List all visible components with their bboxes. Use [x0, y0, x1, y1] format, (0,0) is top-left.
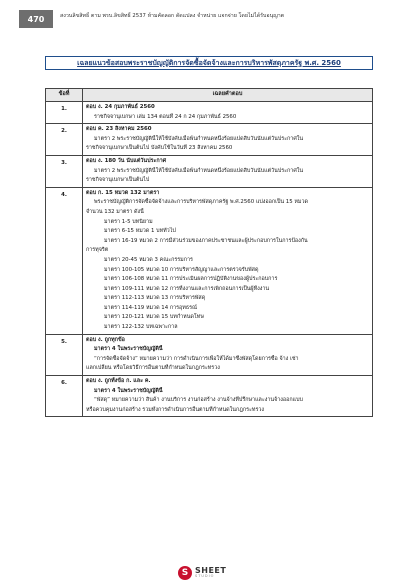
table-row: [46, 376, 373, 417]
answer-cell: [83, 155, 373, 187]
section-line: มาตรา 120-121 หมวด 15 บทกำหนดโทษ: [104, 314, 204, 321]
section-line: มาตรา 20-45 หมวด 3 คณะกรรมการ: [104, 256, 193, 263]
table-header-row: [46, 89, 373, 102]
header-question-number: ข้อที่: [46, 89, 83, 102]
section-line: มาตรา 1-5 บทนิยาม: [104, 218, 153, 225]
answer-line: “การจัดซื้อจัดจ้าง” หมายความว่า การดำเนินการเพื่อให้ได้มาซึ่งพัสดุโดยการซื้อ จ้าง เช่า: [94, 355, 299, 362]
section-line: มาตรา 6-15 หมวด 1 บททั่วไป: [104, 228, 176, 235]
answer-heading: ตอบ ง. ถูกทั้งข้อ ก. และ ค.: [86, 378, 151, 385]
table-row: [46, 102, 373, 124]
answer-heading: ตอบ ง. 24 กุมภาพันธ์ 2560: [86, 104, 155, 110]
answer-cell: [83, 124, 373, 156]
question-number: 3.: [46, 155, 83, 187]
answer-line: ราชกิจจานุเบกษาเป็นต้นไป: [86, 177, 150, 184]
table-row: [46, 334, 373, 375]
section-line: มาตรา 114-119 หมวด 14 การอุทธรณ์: [104, 304, 198, 311]
table-row: [46, 124, 373, 156]
footer-logo: [178, 565, 226, 581]
answer-heading: ตอบ ง. ถูกทุกข้อ: [86, 336, 125, 343]
question-number: 4.: [46, 187, 83, 334]
answer-line: ราชกิจจานุเบกษาเป็นต้นไป บังคับใช้ในวันที่ 23 สิงหาคม 2560: [86, 145, 233, 152]
table-row: [46, 187, 373, 334]
question-number: 6.: [46, 376, 83, 417]
document-title: เฉลยแนวข้อสอบพระราชบัญญัติการจัดซื้อจัดจ้างและการบริหารพัสดุภาครัฐ พ.ศ. 2560: [77, 58, 341, 67]
answer-line: มาตรา 4 ในพระราชบัญญัตินี้: [94, 387, 163, 394]
answer-cell: [83, 334, 373, 375]
section-line: มาตรา 109-111 หมวด 12 การทิ้งงานและการเพิกถอนการเป็นผู้ทิ้งงาน: [104, 285, 270, 292]
answer-line: จำนวน 132 มาตรา ดังนี้: [86, 208, 144, 215]
answer-line: การทุจริต: [86, 247, 109, 254]
title-box: [45, 56, 373, 70]
section-line: มาตรา 122-132 บทเฉพาะกาล: [104, 324, 178, 331]
question-number: 1.: [46, 102, 83, 124]
answer-line: “พัสดุ” หมายความว่า สินค้า งานบริการ งานก่อสร้าง งานจ้างที่ปรึกษาและงานจ้างออกแบบ: [94, 397, 303, 404]
header-answer: เฉลยคำตอบ: [83, 89, 373, 102]
answer-cell: [83, 376, 373, 417]
answer-cell: [83, 102, 373, 124]
answer-cell: [83, 187, 373, 334]
answer-heading: ตอบ ง. 180 วัน นับแต่วันประกาศ: [86, 157, 167, 164]
section-line: มาตรา 16-19 หมวด 2 การมีส่วนร่วมของภาคประชาชนและผู้ประกอบการในการป้องกัน: [104, 237, 308, 244]
section-line: มาตรา 100-105 หมวด 10 การบริหารสัญญาและการตรวจรับพัสดุ: [104, 266, 259, 273]
section-line: มาตรา 106-108 หมวด 11 การประเมินผลการปฏิบัติงานของผู้ประกอบการ: [104, 276, 278, 283]
logo-subtitle: STUDIO: [195, 574, 215, 579]
answer-line: ราชกิจจานุเบกษา เล่ม 134 ตอนที่ 24 ก 24 กุมภาพันธ์ 2560: [94, 113, 237, 120]
logo-wordmark: [195, 567, 226, 579]
answer-line: มาตรา 2 พระราชบัญญัตินี้ให้ใช้บังคับเมื่อพ้นกำหนดหนึ่งร้อยแปดสิบวันนับแต่วันประกาศใน: [94, 135, 304, 142]
logo-name: SHEET: [195, 566, 227, 576]
answer-line: หรือควบคุมงานก่อสร้าง รวมทั้งการดำเนินการอื่นตามที่กำหนดในกฎกระทรวง: [86, 406, 265, 413]
question-number: 2.: [46, 124, 83, 156]
answer-line: มาตรา 2 พระราชบัญญัตินี้ให้ใช้บังคับเมื่อพ้นกำหนดหนึ่งร้อยแปดสิบวันนับแต่วันประกาศใน: [94, 167, 304, 174]
answer-line: พระราชบัญญัติการจัดซื้อจัดจ้างและการบริหารพัสดุภาครัฐ พ.ศ.2560 แบ่งออกเป็น 15 หมวด: [94, 199, 308, 206]
table-row: [46, 155, 373, 187]
answer-line: มาตรา 4 ในพระราชบัญญัตินี้: [94, 346, 163, 353]
question-number: 5.: [46, 334, 83, 375]
answer-heading: ตอบ ค. 23 สิงหาคม 2560: [86, 126, 152, 133]
sheet-logo-icon: S: [178, 566, 192, 580]
answer-table: [45, 88, 373, 417]
answer-line: แลกเปลี่ยน หรือโดยวิธีการอื่นตามที่กำหนดในกฎกระทรวง: [86, 365, 220, 372]
answer-heading: ตอบ ก. 15 หมวด 132 มาตรา: [86, 189, 160, 196]
page-number: 470: [19, 10, 53, 28]
section-line: มาตรา 112-113 หมวด 13 การบริหารพัสดุ: [104, 295, 206, 302]
copyright-notice: สงวนลิขสิทธิ์ ตาม พรบ.ลิขสิทธิ์ 2537 ห้ามคัดลอก ดัดแปลง จำหน่าย แจกจ่าย โดยไม่ได้รับอนุญาต: [60, 13, 285, 19]
